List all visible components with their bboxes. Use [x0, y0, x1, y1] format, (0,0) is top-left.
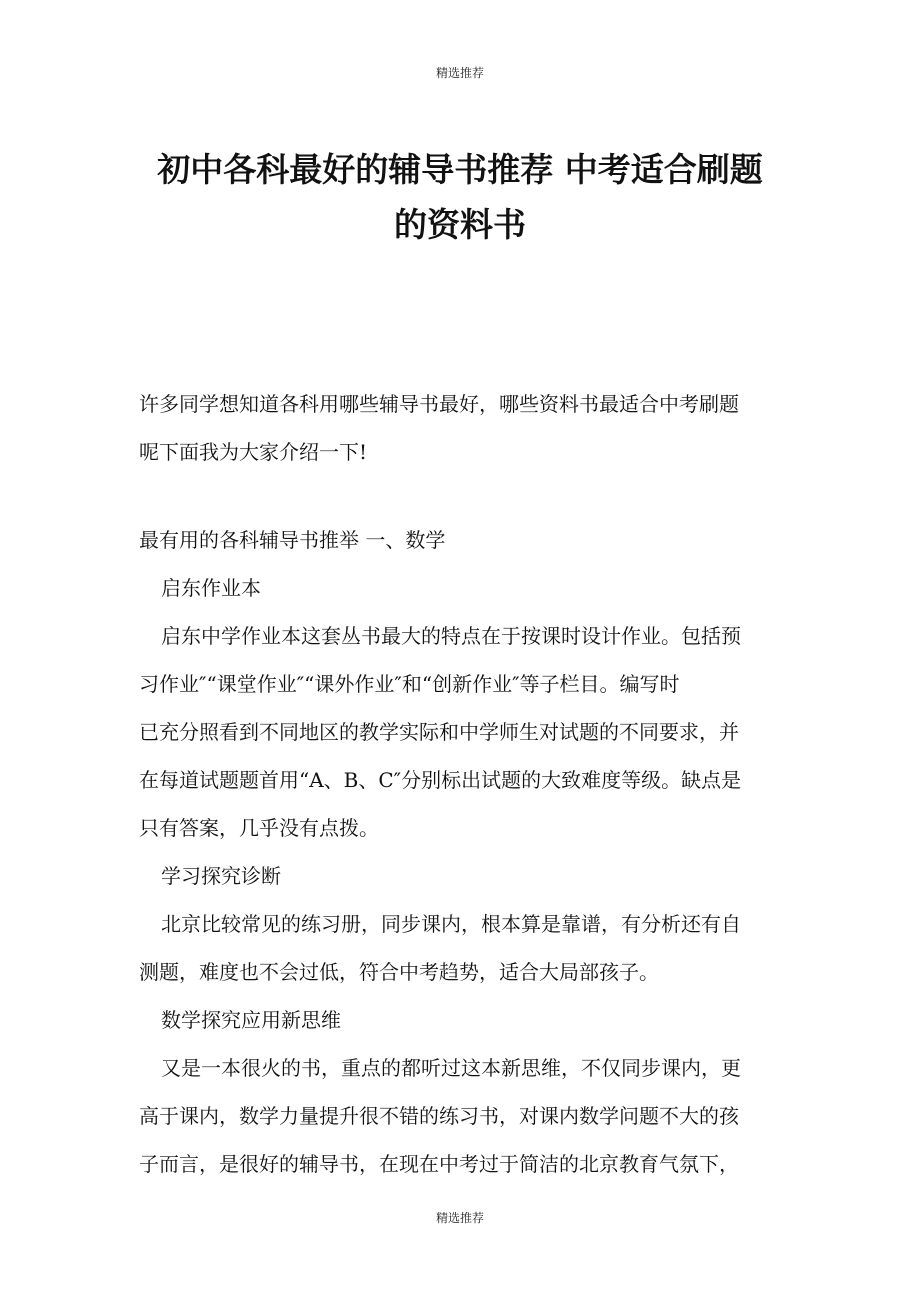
section-heading: 最有用的各科辅导书推举 一、数学: [139, 528, 446, 552]
book1-desc-line-1: 启东中学作业本这套丛书最大的特点在于按课时设计作业。包括预: [161, 624, 741, 648]
document-title: [110, 142, 810, 252]
book1-desc-line-5: 只有答案，几乎没有点拨。: [139, 816, 379, 840]
book-desc-qidong: [139, 612, 789, 852]
book2-desc-line-1: 北京比较常见的练习册，同步课内，根本算是靠谱，有分析还有自: [161, 912, 741, 936]
book1-desc-line-4: 在每道试题题首用“A、B、C″分别标出试题的大致难度等级。缺点是: [139, 768, 742, 792]
page-footer: 精选推荐: [435, 1211, 484, 1225]
intro-paragraph: [139, 380, 789, 476]
book2-desc-line-2: 测题，难度也不会过低，符合中考趋势，适合大局部孩子。: [139, 960, 659, 984]
book-desc-xuexi: [139, 900, 789, 996]
book1-desc-line-3: 已充分照看到不同地区的教学实际和中学师生对试题的不同要求，并: [139, 720, 739, 744]
book-title-qidong: 启东作业本: [161, 576, 261, 600]
document-body: [139, 380, 789, 1188]
book-title-siwei: 数学探究应用新思维: [161, 1008, 341, 1032]
book3-desc-line-1: 又是一本很火的书，重点的都听过这本新思维，不仅同步课内，更: [161, 1056, 741, 1080]
book3-desc-line-2: 高于课内，数学力量提升很不错的练习书，对课内数学问题不大的孩: [139, 1104, 739, 1128]
intro-line-1: 许多同学想知道各科用哪些辅导书最好，哪些资料书最适合中考刷题: [139, 392, 739, 416]
title-line-2: 的资料书: [394, 205, 526, 244]
title-line-1: 初中各科最好的辅导书推荐 中考适合刷题: [157, 150, 763, 189]
book-title-xuexi: 学习探究诊断: [161, 864, 281, 888]
intro-line-2: 呢下面我为大家介绍一下!: [139, 440, 368, 464]
book3-desc-line-3: 子而言，是很好的辅导书，在现在中考过于简洁的北京教育气氛下，: [139, 1152, 739, 1176]
book1-desc-line-2: 习作业″“课堂作业″“课外作业″和“创新作业″等子栏目。编写时: [139, 672, 680, 696]
book-desc-siwei: [139, 1044, 789, 1188]
page-header: 精选推荐: [435, 66, 484, 80]
